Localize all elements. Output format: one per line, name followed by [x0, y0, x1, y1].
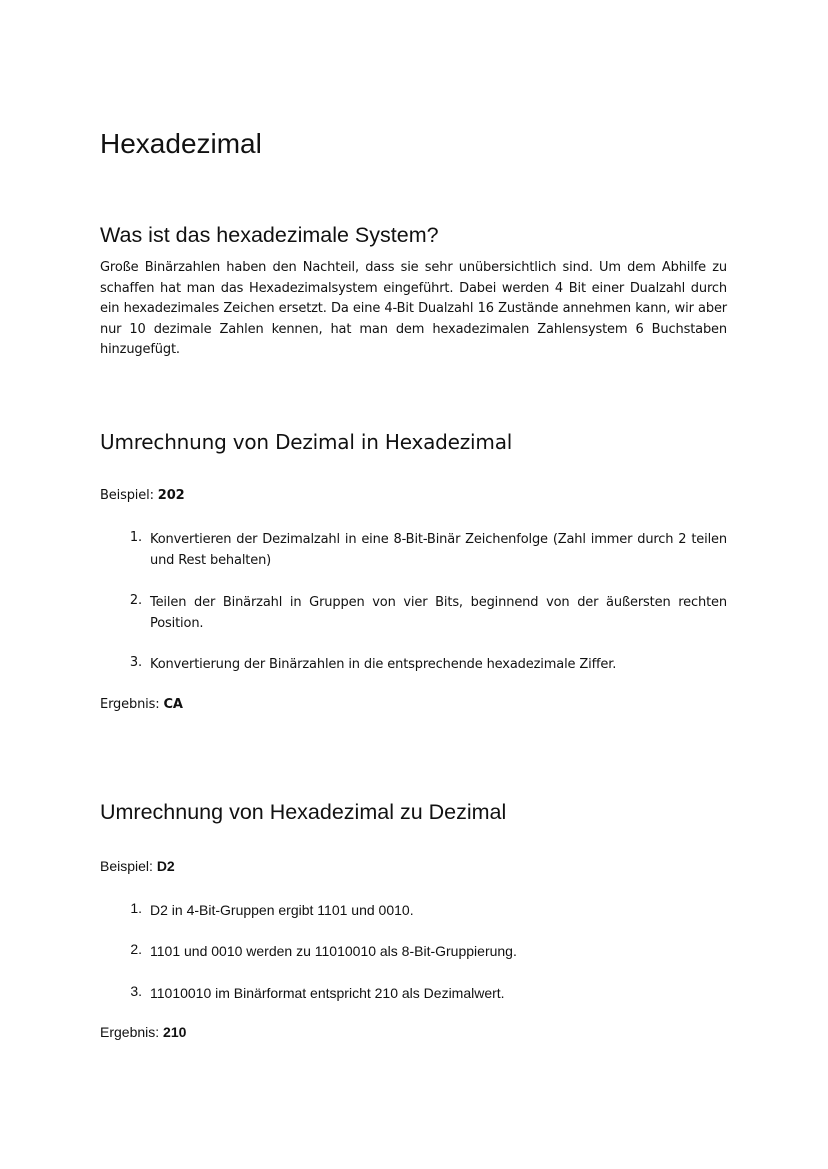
- list-item-text: Konvertierung der Binärzahlen in die entsprechende hexadezimale Ziffer.: [150, 657, 617, 672]
- list-item-text: Teilen der Binärzahl in Gruppen von vier Bits, beginnend von der äußersten rechten Position.: [150, 595, 727, 631]
- example-value: D2: [156, 858, 175, 874]
- section-heading-dec-to-hex: Umrechnung von Dezimal in Hexadezimal: [100, 430, 513, 454]
- section-heading-hex-to-dec: Umrechnung von Hexadezimal zu Dezimal: [100, 800, 507, 824]
- result-line: [100, 1024, 186, 1040]
- example-line: [100, 488, 184, 503]
- example-label: Beispiel:: [100, 488, 154, 503]
- list-item-text: D2 in 4-Bit-Gruppen ergibt 1101 und 0010.: [150, 902, 414, 918]
- list-item-text: 1101 und 0010 werden zu 11010010 als 8-Bit-Gruppierung.: [150, 943, 517, 959]
- result-label: Ergebnis:: [100, 1024, 160, 1040]
- result-value: CA: [163, 697, 183, 712]
- list-item-text: 11010010 im Binärformat entspricht 210 als Dezimalwert.: [150, 985, 505, 1001]
- page-title: Hexadezimal: [100, 128, 262, 159]
- list-number: 1.: [130, 900, 142, 916]
- list-number: 2.: [129, 593, 142, 608]
- list-number: 2.: [130, 941, 142, 957]
- result-line: [100, 697, 183, 712]
- result-label: Ergebnis:: [100, 697, 160, 712]
- example-line: [100, 858, 175, 874]
- result-value: 210: [163, 1024, 187, 1040]
- intro-paragraph: Große Binärzahlen haben den Nachteil, dass sie sehr unübersichtlich sind. Um dem Abhilfe zu schaffen hat man das Hexadezimalsystem eingeführt. Dabei werden 4 Bit einer Dualzahl durch ein hexadezimales Zeichen ersetzt. Da eine 4-Bit Dualzahl 16 Zustände annehmen kann, wir aber nur 10 dezimale Zahlen kennen, hat man dem hexadezimalen Zahlensystem 6 Buchstaben hinzugefügt.: [100, 260, 727, 358]
- list-number: 3.: [130, 983, 142, 999]
- list-number: 3.: [129, 655, 142, 670]
- list-item-text: Konvertieren der Dezimalzahl in eine 8-Bit-Binär Zeichenfolge (Zahl immer durch 2 teilen und Rest behalten): [150, 532, 727, 568]
- section-heading-what-is-hex: Was ist das hexadezimale System?: [100, 223, 439, 247]
- example-value: 202: [157, 488, 185, 503]
- example-label: Beispiel:: [100, 858, 153, 874]
- list-number: 1.: [129, 530, 142, 545]
